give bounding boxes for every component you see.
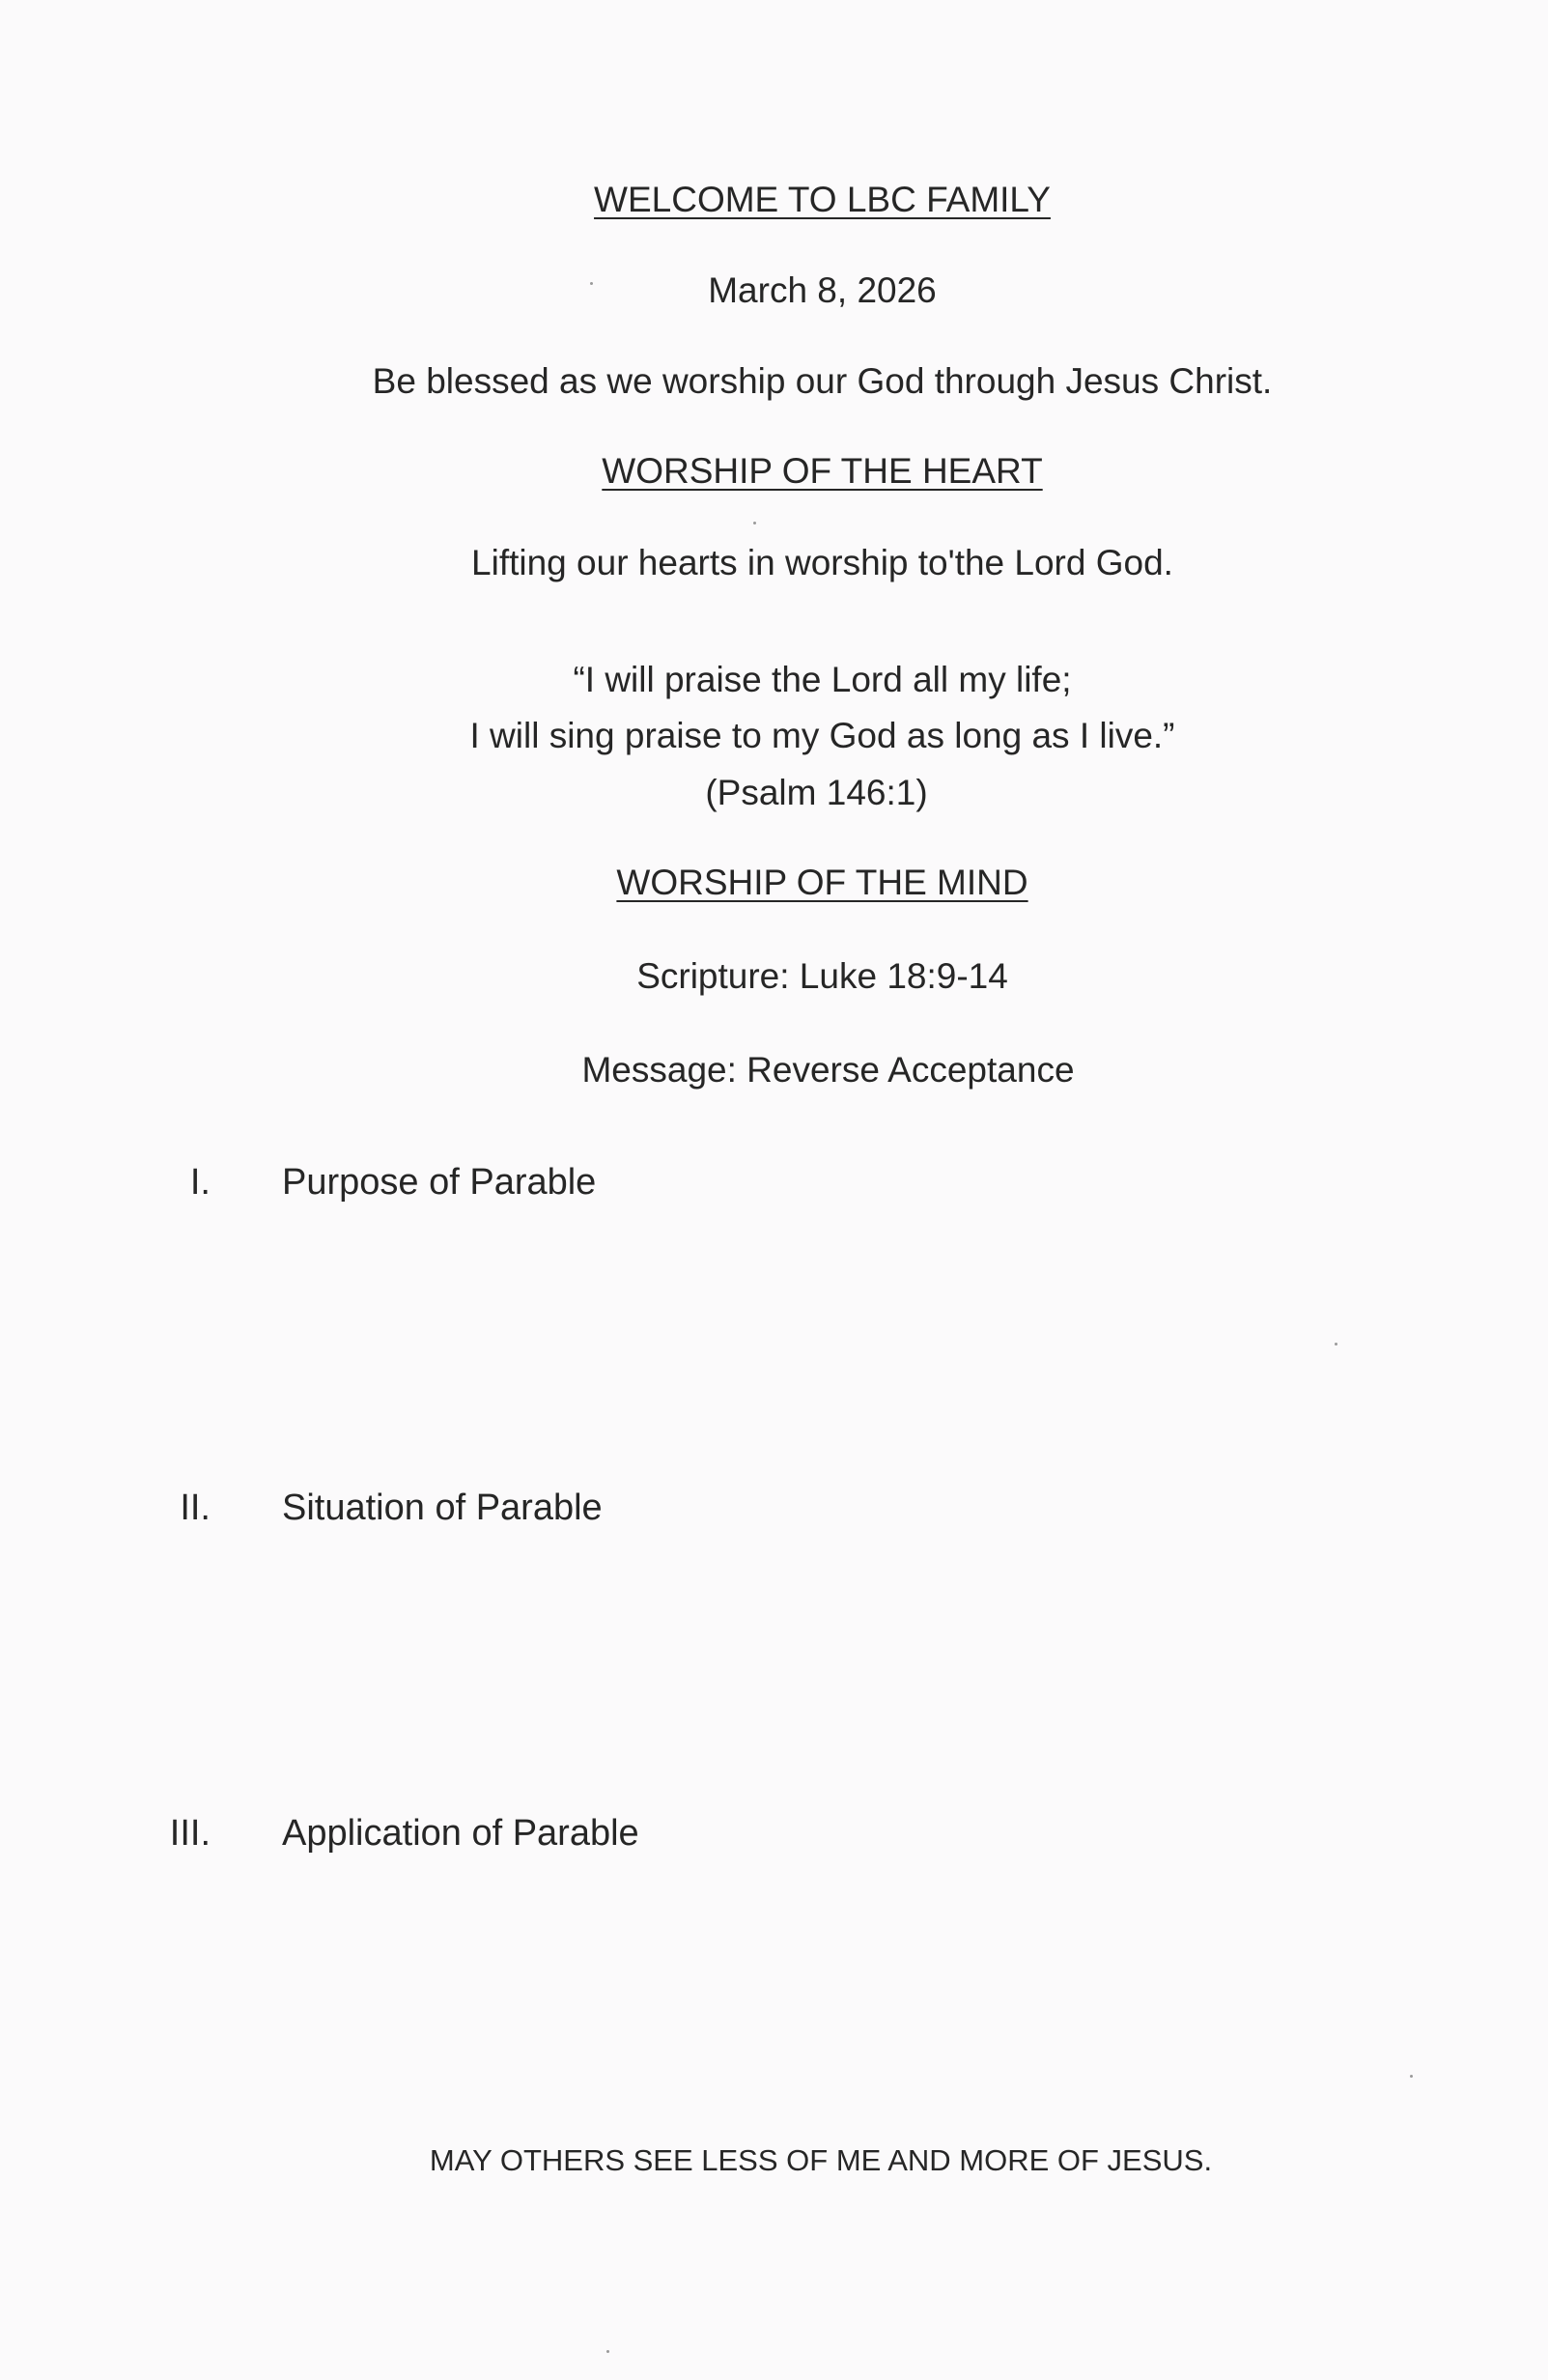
outline-point-text: Purpose of Parable	[282, 1162, 597, 1203]
outline-item-purpose	[0, 1158, 1548, 1206]
psalm-reference: (Psalm 146:1)	[705, 773, 928, 812]
heart-section-subtitle: Lifting our hearts in worship to'the Lord God.	[471, 543, 1173, 582]
psalm-quote-line-1: “I will praise the Lord all my life;	[573, 660, 1072, 699]
scripture-reference: Scripture: Luke 18:9-14	[636, 956, 1008, 996]
footer-motto: MAY OTHERS SEE LESS OF ME AND MORE OF JESUS.	[429, 2143, 1213, 2177]
outline-point-text: Situation of Parable	[282, 1488, 603, 1528]
mind-section-heading: WORSHIP OF THE MIND	[616, 863, 1028, 902]
message-title: Message: Reverse Acceptance	[581, 1050, 1075, 1090]
scan-speck	[753, 522, 756, 524]
outline-point-text: Application of Parable	[282, 1813, 639, 1854]
blessing-text: Be blessed as we worship our God through Jesus Christ.	[372, 361, 1273, 401]
psalm-quote-line-2: I will sing praise to my God as long as I live.”	[469, 716, 1175, 755]
welcome-title: WELCOME TO LBC FAMILY	[594, 180, 1051, 219]
outline-numeral: II.	[180, 1488, 211, 1528]
outline-item-situation	[0, 1484, 1548, 1532]
scan-speck	[590, 282, 593, 285]
service-date: March 8, 2026	[708, 270, 937, 310]
outline-numeral: I.	[189, 1162, 211, 1203]
outline-item-application	[0, 1809, 1548, 1857]
scan-speck	[1410, 2075, 1413, 2078]
scan-speck	[1335, 1343, 1337, 1346]
outline-numeral: III.	[169, 1813, 211, 1854]
heart-section-heading: WORSHIP OF THE HEART	[602, 451, 1043, 491]
scan-speck	[606, 2350, 609, 2353]
